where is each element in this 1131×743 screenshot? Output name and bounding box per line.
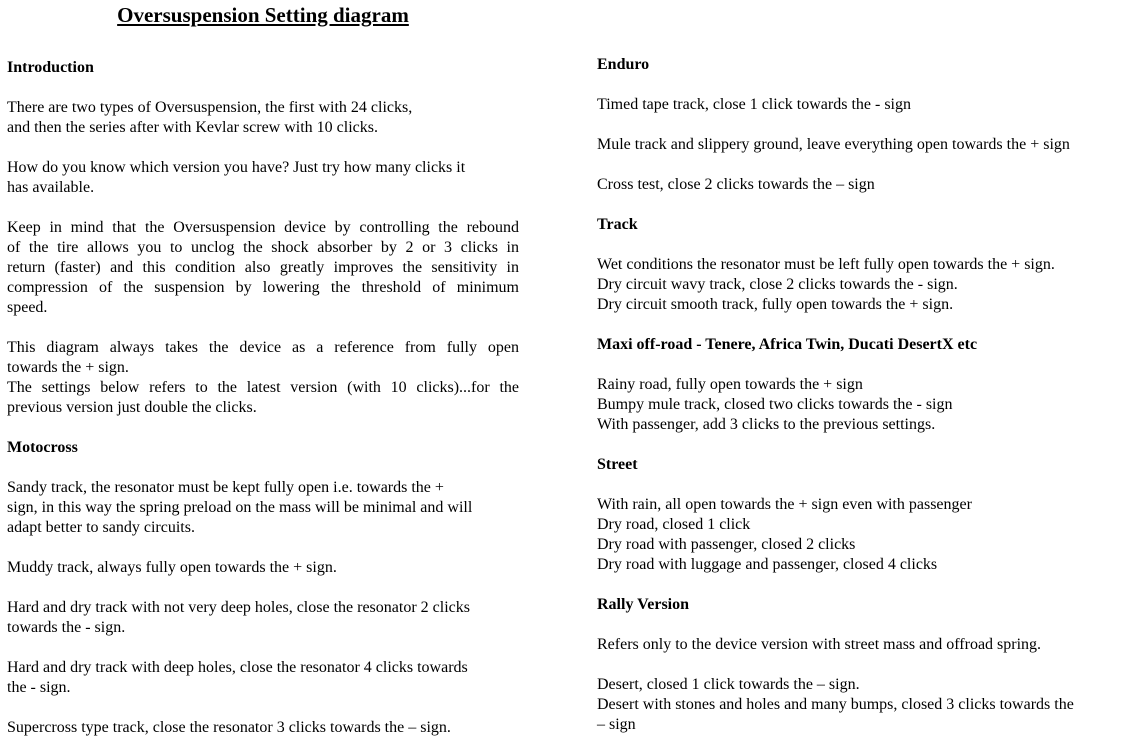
text-line: – sign <box>597 716 636 733</box>
text-line: has available. <box>7 179 95 196</box>
text-line: Supercross type track, close the resonator 3 clicks towards the – sign. <box>7 719 451 736</box>
text-line: towards the + sign. <box>7 359 129 376</box>
left-column <box>7 0 519 743</box>
text-line: return (faster) and this condition also greatly improves the sensitivity in <box>7 259 519 276</box>
text-line: Wet conditions the resonator must be left fully open towards the + sign. <box>597 256 1055 273</box>
text-line: Cross test, close 2 clicks towards the – sign <box>597 176 875 193</box>
text-line: Dry road, closed 1 click <box>597 516 751 533</box>
paragraph <box>7 658 519 698</box>
text-line: Refers only to the device version with street mass and offroad spring. <box>597 636 1042 653</box>
text-line: Dry circuit wavy track, close 2 clicks towards the - sign. <box>597 276 958 293</box>
section-heading-track: Track <box>597 216 638 233</box>
paragraph <box>597 495 1123 575</box>
paragraph <box>597 135 1123 155</box>
text-line: This diagram always takes the device as a reference from fully open <box>7 339 519 356</box>
paragraph <box>597 175 1123 195</box>
paragraph <box>7 158 519 198</box>
paragraph <box>7 478 519 538</box>
paragraph <box>597 375 1123 435</box>
text-line: Sandy track, the resonator must be kept fully open i.e. towards the + <box>7 479 444 496</box>
text-line: Desert with stones and holes and many bumps, closed 3 clicks towards the <box>597 696 1074 713</box>
section-heading-maxi-off-road: Maxi off-road - Tenere, Africa Twin, Ducati DesertX etc <box>597 336 978 353</box>
text-line: compression of the suspension by lowering the threshold of minimum <box>7 279 519 296</box>
text-line: With rain, all open towards the + sign even with passenger <box>597 496 972 513</box>
text-line: There are two types of Oversuspension, the first with 24 clicks, <box>7 99 413 116</box>
text-line: Hard and dry track with deep holes, close the resonator 4 clicks towards <box>7 659 468 676</box>
paragraph <box>597 95 1123 115</box>
text-line: speed. <box>7 299 48 316</box>
text-line: sign, in this way the spring preload on the mass will be minimal and will <box>7 499 473 516</box>
text-line: The settings below refers to the latest version (with 10 clicks)...for the <box>7 379 519 396</box>
document-title: Oversuspension Setting diagram <box>117 3 409 27</box>
section-heading-introduction: Introduction <box>7 59 94 76</box>
text-line: Mule track and slippery ground, leave everything open towards the + sign <box>597 136 1070 153</box>
text-line: the - sign. <box>7 679 71 696</box>
paragraph <box>7 98 519 138</box>
text-line: Desert, closed 1 click towards the – sign. <box>597 676 860 693</box>
section-heading-motocross: Motocross <box>7 439 78 456</box>
paragraph <box>7 718 519 738</box>
paragraph <box>7 218 519 318</box>
paragraph <box>597 255 1123 315</box>
text-line: Keep in mind that the Oversuspension device by controlling the rebound <box>7 219 519 236</box>
text-line: towards the - sign. <box>7 619 126 636</box>
section-heading-street: Street <box>597 456 638 473</box>
text-line: How do you know which version you have? Just try how many clicks it <box>7 159 466 176</box>
paragraph <box>597 635 1123 655</box>
text-line: Hard and dry track with not very deep holes, close the resonator 2 clicks <box>7 599 470 616</box>
text-line: previous version just double the clicks. <box>7 399 257 416</box>
text-line: Dry circuit smooth track, fully open towards the + sign. <box>597 296 954 313</box>
section-heading-rally-version: Rally Version <box>597 596 690 613</box>
paragraph <box>597 675 1123 735</box>
text-line: With passenger, add 3 clicks to the previous settings. <box>597 416 936 433</box>
text-line: and then the series after with Kevlar screw with 10 clicks. <box>7 119 378 136</box>
paragraph <box>7 598 519 638</box>
text-line: of the tire allows you to unclog the shock absorber by 2 or 3 clicks in <box>7 239 519 256</box>
text-line: Muddy track, always fully open towards the + sign. <box>7 559 337 576</box>
text-line: Timed tape track, close 1 click towards the - sign <box>597 96 911 113</box>
text-line: Bumpy mule track, closed two clicks towards the - sign <box>597 396 953 413</box>
right-column <box>597 55 1123 743</box>
paragraph <box>7 558 519 578</box>
section-heading-enduro: Enduro <box>597 56 650 73</box>
paragraph <box>7 338 519 418</box>
text-line: Dry road with luggage and passenger, closed 4 clicks <box>597 556 938 573</box>
text-line: adapt better to sandy circuits. <box>7 519 195 536</box>
text-line: Dry road with passenger, closed 2 clicks <box>597 536 856 553</box>
text-line: Rainy road, fully open towards the + sign <box>597 376 863 393</box>
